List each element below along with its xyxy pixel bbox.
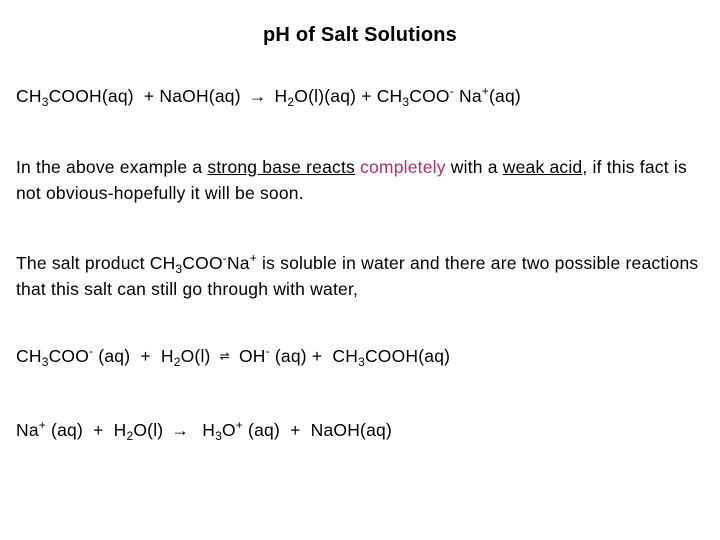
eq2-sup-e: - (265, 344, 270, 358)
strong-base-reacts-text: strong base reacts (207, 157, 355, 177)
eq2-part-b: COO (48, 346, 90, 366)
para2-text-1: The salt product CH (16, 253, 176, 273)
eq1-part-b: COOH(aq) + NaOH(aq) (48, 86, 246, 106)
eq2-sub-a: 3 (41, 355, 49, 369)
reaction-equation-2 (16, 344, 450, 369)
eq1-part-c: H (269, 86, 288, 106)
para2-sub-1: 3 (175, 262, 183, 276)
explanation-paragraph-2 (16, 250, 706, 302)
eq3-sub-d: 3 (215, 429, 222, 443)
reaction-arrow-icon: → (248, 86, 267, 106)
reaction-equation-1 (16, 84, 521, 109)
equilibrium-arrow-icon: ⇌ (219, 349, 230, 363)
eq1-part-d: O(l)(aq) + CH (294, 86, 403, 106)
eq3-part-d: H (192, 420, 216, 440)
eq1-part-e: COO (409, 86, 450, 106)
explanation-paragraph-1 (16, 154, 706, 206)
eq2-sup-b: - (89, 344, 94, 358)
eq1-sup-f: + (481, 84, 489, 98)
eq1-part-g: (aq) (489, 86, 521, 106)
eq1-sub-c: 2 (287, 95, 295, 109)
weak-acid-text: weak acid (502, 157, 583, 177)
eq1-sub-d: 3 (402, 95, 410, 109)
eq1-part-a: CH (16, 86, 42, 106)
eq1-sub-a: 3 (41, 95, 49, 109)
eq2-part-f: (aq) + CH (269, 346, 359, 366)
eq2-sub-f: 3 (358, 355, 365, 369)
slide-title: pH of Salt Solutions (263, 24, 457, 46)
eq3-part-a: Na (16, 420, 39, 440)
eq3-part-b: (aq) + H (46, 420, 127, 440)
eq2-part-e: OH (233, 346, 266, 366)
eq2-part-d: O(l) (180, 346, 216, 366)
para1-text-4: , if this fact is not obvious-hopefully it will be soon. (16, 157, 687, 203)
eq3-sub-b: 2 (126, 429, 134, 443)
para2-text-4: is soluble in water and there are two possible reactions that this salt can still go through with water, (16, 253, 699, 299)
eq3-part-f: (aq) + NaOH(aq) (242, 420, 392, 440)
para1-text-3: with a (445, 157, 503, 177)
eq3-sup-e: + (235, 418, 243, 432)
eq3-part-e: O (221, 420, 236, 440)
eq3-sup-a: + (38, 418, 46, 432)
reaction-arrow-icon: → (171, 420, 190, 440)
eq1-sup-e: - (449, 84, 454, 98)
eq3-part-c: O(l) (133, 420, 169, 440)
eq2-part-a: CH (16, 346, 42, 366)
para1-text-1: In the above example a (16, 157, 208, 177)
reaction-equation-3 (16, 418, 392, 443)
para2-sup-3: + (249, 251, 257, 265)
eq2-sub-c: 2 (173, 355, 181, 369)
para2-text-2: COO (182, 253, 223, 273)
eq1-part-f: Na (453, 86, 482, 106)
eq2-part-c: (aq) + H (93, 346, 174, 366)
para2-text-3: Na (226, 253, 250, 273)
eq2-part-g: COOH(aq) (364, 346, 451, 366)
completely-emphasis-text: completely (360, 157, 446, 177)
para2-sup-2: - (222, 251, 227, 265)
